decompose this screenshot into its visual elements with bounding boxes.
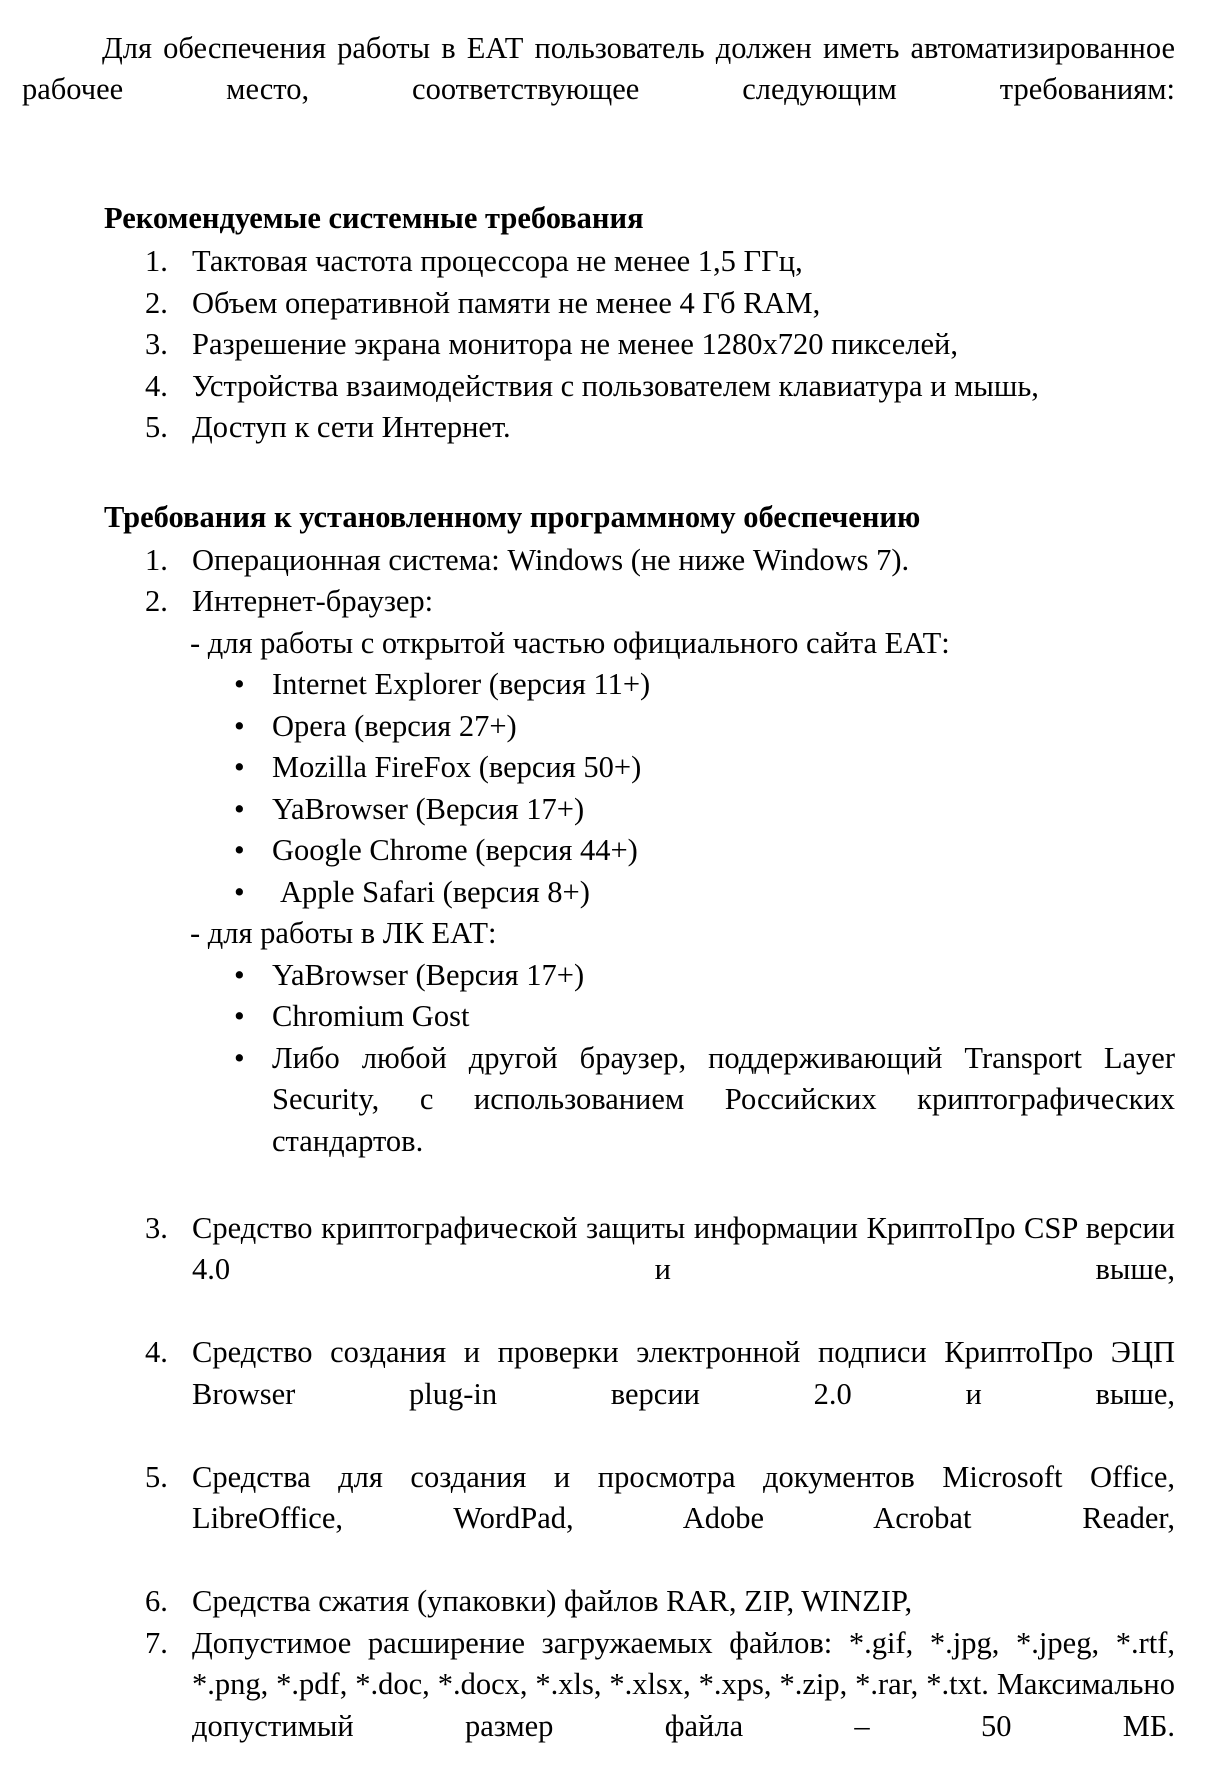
list-item-text: Объем оперативной памяти не менее 4 Гб RAM, bbox=[192, 285, 821, 320]
section-heading-system-requirements: Рекомендуемые системные требования bbox=[104, 201, 644, 235]
list-item bbox=[22, 283, 1175, 325]
list-item bbox=[22, 664, 1175, 706]
list-item bbox=[22, 1457, 1175, 1582]
list-item-text: Mozilla FireFox (версия 50+) bbox=[272, 750, 642, 784]
software-requirements-list-part1 bbox=[22, 540, 1175, 623]
browser-list-public-site bbox=[22, 664, 1175, 913]
list-item bbox=[22, 789, 1175, 831]
list-item-text: YaBrowser (Версия 17+) bbox=[272, 791, 585, 826]
bullet-icon: • bbox=[234, 708, 245, 743]
list-item-text: Chromium Gost bbox=[272, 999, 470, 1033]
bullet-icon: • bbox=[234, 750, 245, 784]
browser-group-label-lk-eat: - для работы в ЛК ЕАТ: bbox=[190, 916, 497, 950]
list-item bbox=[22, 1581, 1175, 1623]
list-item-text: Средство криптографической защиты информации КриптоПро CSP версии 4.0 и выше, bbox=[192, 1210, 1175, 1286]
list-item-text: Тактовая частота процессора не менее 1,5 ГГц, bbox=[192, 244, 803, 278]
list-marker: 6. bbox=[145, 1584, 168, 1618]
browser-group-label-public-site: - для работы с открытой частью официального сайта ЕАТ: bbox=[190, 625, 950, 660]
list-marker: 3. bbox=[145, 1210, 168, 1245]
list-item-text: Средство создания и проверки электронной подписи КриптоПро ЭЦП Browser plug-in версии 2.0 и выше, bbox=[192, 1335, 1175, 1411]
bullet-icon: • bbox=[234, 667, 245, 701]
bullet-icon: • bbox=[234, 1040, 245, 1075]
bullet-icon: • bbox=[234, 791, 245, 826]
list-marker: 2. bbox=[145, 584, 168, 618]
browser-list-lk-eat bbox=[22, 955, 1175, 1204]
list-item bbox=[22, 581, 1175, 623]
list-item bbox=[22, 996, 1175, 1038]
bullet-icon: • bbox=[234, 874, 245, 909]
list-item bbox=[22, 407, 1175, 449]
list-item bbox=[22, 1208, 1175, 1333]
list-item-text: Opera (версия 27+) bbox=[272, 708, 517, 743]
bullet-icon: • bbox=[234, 999, 245, 1033]
list-item bbox=[22, 747, 1175, 789]
system-requirements-list bbox=[22, 241, 1175, 449]
list-marker: 5. bbox=[145, 410, 168, 444]
list-item bbox=[22, 324, 1175, 366]
list-item bbox=[22, 1038, 1175, 1204]
list-item-text: YaBrowser (Версия 17+) bbox=[272, 957, 585, 992]
list-item-text: Средства сжатия (упаковки) файлов RAR, ZIP, WINZIP, bbox=[192, 1584, 913, 1618]
list-item bbox=[22, 830, 1175, 872]
list-item-text: Допустимое расширение загружаемых файлов: *.gif, *.jpg, *.jpeg, *.rtf, *.png, *.pdf, *.doc, *.docx, *.xls, *.xlsx, *.xps, *.zip, *.rar, *.txt. Максимально допустимый размер файла – 50 МБ. bbox=[192, 1625, 1175, 1743]
list-item bbox=[22, 540, 1175, 582]
list-item bbox=[22, 955, 1175, 997]
section-heading-software-requirements: Требования к установленному программному обеспечению bbox=[104, 499, 921, 534]
list-marker: 1. bbox=[145, 542, 168, 577]
list-item-text: Apple Safari (версия 8+) bbox=[280, 874, 590, 909]
list-marker: 3. bbox=[145, 327, 168, 361]
list-marker: 7. bbox=[145, 1625, 168, 1660]
intro-paragraph: Для обеспечения работы в ЕАТ пользователь должен иметь автоматизированное рабочее место, соответствующее следующим требованиям: bbox=[22, 31, 1175, 106]
list-item-text: Internet Explorer (версия 11+) bbox=[272, 667, 651, 701]
list-item-text: Google Chrome (версия 44+) bbox=[272, 833, 638, 867]
list-item bbox=[22, 1623, 1175, 1789]
list-marker: 1. bbox=[145, 244, 168, 278]
list-marker: 4. bbox=[145, 368, 168, 403]
software-requirements-list-part2 bbox=[22, 1208, 1175, 1789]
list-item-text: Интернет-браузер: bbox=[192, 584, 434, 618]
list-item-text: Либо любой другой браузер, поддерживающий Transport Layer Security, с использованием Российских криптографических стандартов. bbox=[272, 1040, 1175, 1158]
list-item-text: Доступ к сети Интернет. bbox=[192, 410, 511, 444]
list-item-text: Средства для создания и просмотра документов Microsoft Office, LibreOffice, WordPad, Adobe Acrobat Reader, bbox=[192, 1459, 1175, 1535]
list-marker: 4. bbox=[145, 1335, 168, 1369]
list-item-text: Разрешение экрана монитора не менее 1280х720 пикселей, bbox=[192, 327, 958, 361]
list-item bbox=[22, 872, 1175, 914]
list-item bbox=[22, 241, 1175, 283]
bullet-icon: • bbox=[234, 833, 245, 867]
list-item-text: Операционная система: Windows (не ниже Windows 7). bbox=[192, 542, 910, 577]
list-item bbox=[22, 366, 1175, 408]
list-item bbox=[22, 1332, 1175, 1457]
list-marker: 5. bbox=[145, 1459, 168, 1494]
list-item-text: Устройства взаимодействия с пользователем клавиатура и мышь, bbox=[192, 368, 1039, 403]
list-marker: 2. bbox=[145, 285, 168, 320]
bullet-icon: • bbox=[234, 957, 245, 992]
document-page bbox=[22, 0, 1175, 1789]
list-item bbox=[22, 706, 1175, 748]
